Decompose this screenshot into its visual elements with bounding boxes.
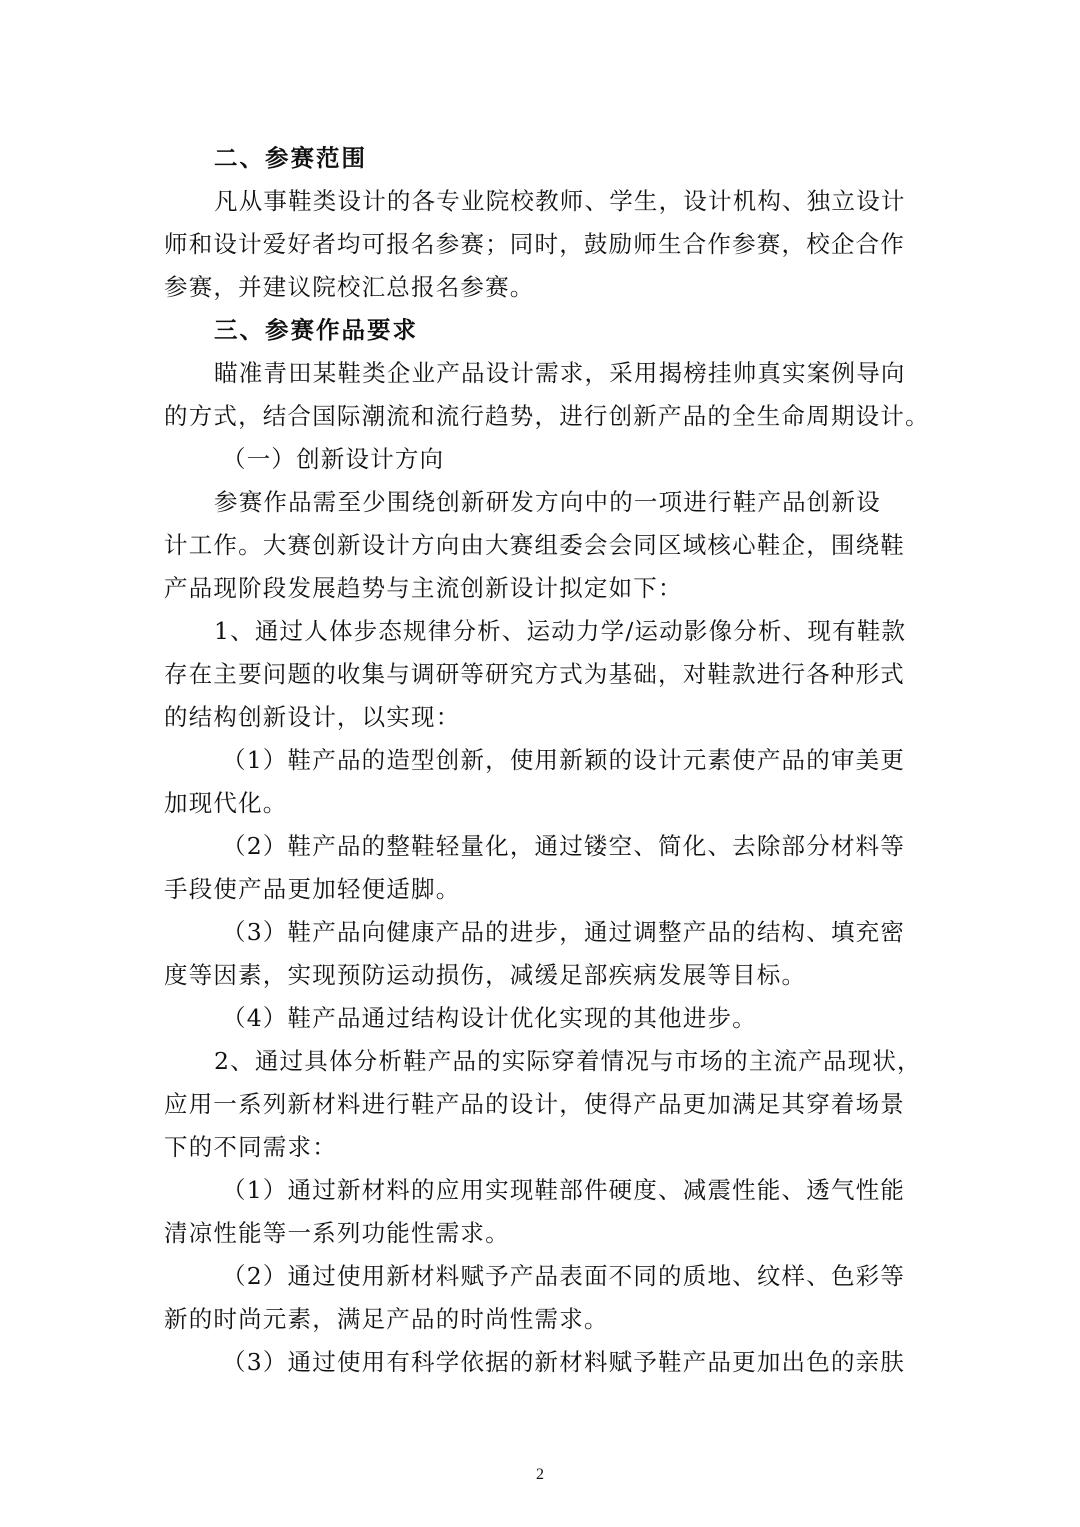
paragraph-line: 凡从事鞋类设计的各专业院校教师、学生，设计机构、独立设计 (214, 187, 906, 215)
paragraph-line: 参赛，并建议院校汇总报名参赛。 (164, 273, 535, 301)
paragraph-line: 瞄准青田某鞋类企业产品设计需求，采用揭榜挂帅真实案例导向 (214, 359, 906, 387)
paragraph-line: 产品现阶段发展趋势与主流创新设计拟定如下： (164, 574, 683, 602)
list-item-line: （2）鞋产品的整鞋轻量化，通过镂空、简化、去除部分材料等 (222, 832, 906, 860)
section-heading-requirements: 三、参赛作品要求 (214, 316, 418, 344)
list-item-line: （3）通过使用有科学依据的新材料赋予鞋产品更加出色的亲肤 (222, 1348, 906, 1376)
page-number: 2 (536, 1466, 544, 1483)
paragraph-line: 下的不同需求： (164, 1133, 337, 1161)
list-item-line: （4）鞋产品通过结构设计优化实现的其他进步。 (222, 1004, 757, 1032)
paragraph-line: 的结构创新设计，以实现： (164, 703, 461, 731)
list-item-line: （2）通过使用新材料赋予产品表面不同的质地、纹样、色彩等 (222, 1262, 906, 1290)
paragraph-line: 的方式，结合国际潮流和流行趋势，进行创新产品的全生命周期设计。 (164, 402, 930, 430)
list-item-line: 1、通过人体步态规律分析、运动力学/运动影像分析、现有鞋款 (214, 617, 907, 645)
list-item-line: （1）通过新材料的应用实现鞋部件硬度、减震性能、透气性能 (222, 1176, 906, 1204)
paragraph-line: 存在主要问题的收集与调研等研究方式为基础，对鞋款进行各种形式 (164, 660, 905, 688)
list-item-line: （3）鞋产品向健康产品的进步，通过调整产品的结构、填充密 (222, 918, 906, 946)
paragraph-line: 应用一系列新材料进行鞋产品的设计，使得产品更加满足其穿着场景 (164, 1090, 905, 1118)
section-heading-scope: 二、参赛范围 (214, 144, 367, 172)
paragraph-line: 手段使产品更加轻便适脚。 (164, 875, 461, 903)
paragraph-line: 新的时尚元素，满足产品的时尚性需求。 (164, 1305, 609, 1333)
list-item-line: 2、通过具体分析鞋产品的实际穿着情况与市场的主流产品现状， (214, 1047, 922, 1075)
paragraph-line: 参赛作品需至少围绕创新研发方向中的一项进行鞋产品创新设 (214, 488, 881, 516)
list-item-line: （1）鞋产品的造型创新，使用新颖的设计元素使产品的审美更 (222, 746, 906, 774)
paragraph-line: 师和设计爱好者均可报名参赛；同时，鼓励师生合作参赛，校企合作 (164, 230, 905, 258)
paragraph-line: 计工作。大赛创新设计方向由大赛组委会会同区域核心鞋企，围绕鞋 (164, 531, 905, 559)
paragraph-line: 加现代化。 (164, 789, 288, 817)
paragraph-line: 清凉性能等一系列功能性需求。 (164, 1219, 510, 1247)
paragraph-line: 度等因素，实现预防运动损伤，减缓足部疾病发展等目标。 (164, 961, 807, 989)
subsection-heading: （一）创新设计方向 (222, 445, 445, 473)
